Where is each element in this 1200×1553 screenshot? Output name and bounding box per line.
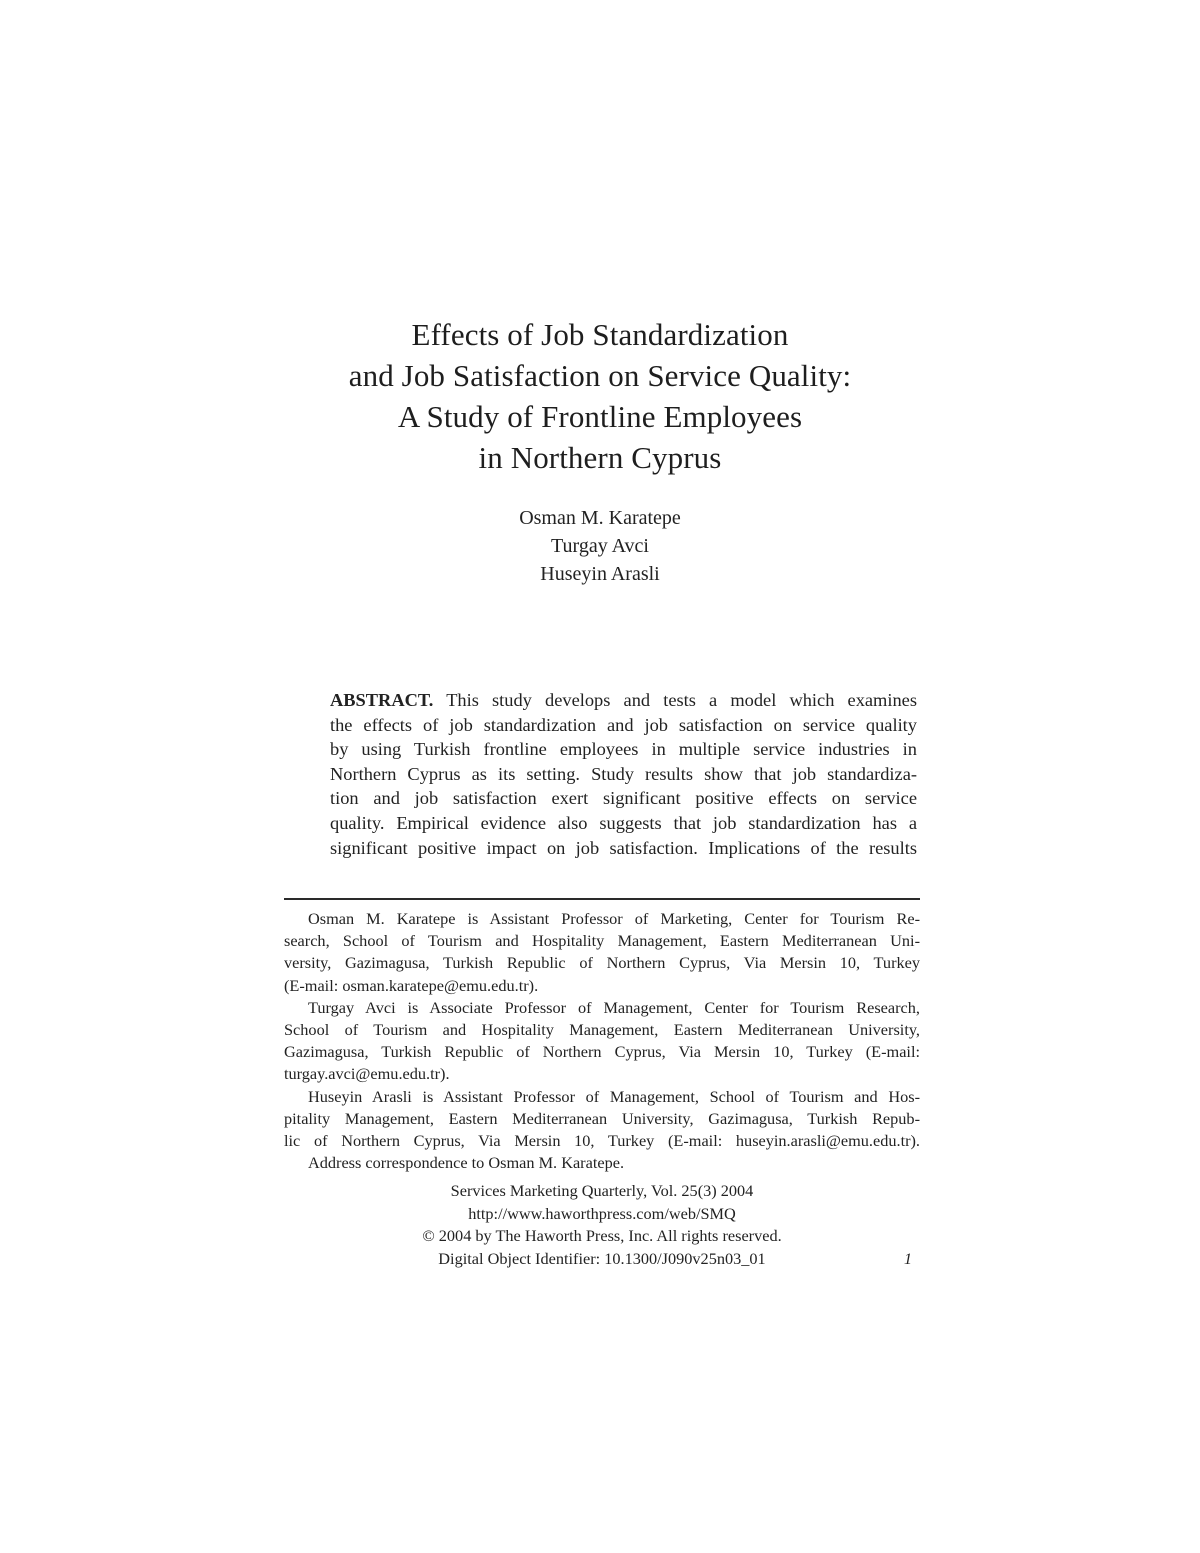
footnote-line: Huseyin Arasli is Assistant Professor of Management, School of Tourism and Hos- xyxy=(308,1086,920,1106)
abstract-line: tion and job satisfaction exert significant positive effects on service xyxy=(330,788,917,809)
author-list xyxy=(0,504,1200,588)
footnote-line: versity, Gazimagusa, Turkish Republic of Northern Cyprus, Via Mersin 10, Turkey xyxy=(284,953,920,973)
footnote-line: pitality Management, Eastern Mediterranean University, Gazimagusa, Turkish Repub- xyxy=(284,1108,920,1128)
abstract-line: Northern Cyprus as its setting. Study results show that job standardiza- xyxy=(330,763,917,784)
abstract-line: quality. Empirical evidence also suggests that job standardization has a xyxy=(330,812,917,833)
journal-url[interactable]: http://www.haworthpress.com/web/SMQ xyxy=(468,1203,736,1223)
footnote-line: Turgay Avci is Associate Professor of Management, Center for Tourism Research, xyxy=(308,997,920,1017)
abstract-text: This study develops and tests a model which examines xyxy=(433,690,917,710)
article-title xyxy=(0,314,1200,478)
footnote-line: Osman M. Karatepe is Assistant Professor of Marketing, Center for Tourism Re- xyxy=(308,909,920,928)
author-name: Turgay Avci xyxy=(551,535,649,557)
journal-citation: Services Marketing Quarterly, Vol. 25(3) 2004 xyxy=(450,1181,754,1200)
abstract-line: by using Turkish frontline employees in multiple service industries in xyxy=(330,739,917,760)
title-line: A Study of Frontline Employees xyxy=(397,399,803,434)
footnote-line: (E-mail: osman.karatepe@emu.edu.tr). xyxy=(284,975,539,995)
journal-info xyxy=(284,1180,920,1270)
footnote-line: turgay.avci@emu.edu.tr). xyxy=(284,1064,450,1084)
author-footnotes xyxy=(284,908,920,1174)
footnote-divider xyxy=(284,898,920,900)
footnote-line: School of Tourism and Hospitality Management, Eastern Mediterranean University, xyxy=(284,1020,920,1040)
copyright-notice: © 2004 by The Haworth Press, Inc. All rights reserved. xyxy=(422,1226,782,1245)
doi: Digital Object Identifier: 10.1300/J090v25n03_01 xyxy=(438,1248,766,1268)
correspondence-note: Address correspondence to Osman M. Karatepe. xyxy=(308,1153,625,1173)
abstract-label: ABSTRACT. xyxy=(330,690,434,710)
footnote-line: search, School of Tourism and Hospitality Management, Eastern Mediterranean Uni- xyxy=(284,931,920,951)
abstract-line: significant positive impact on job satisfaction. Implications of the results xyxy=(330,837,917,858)
footnote-line: Gazimagusa, Turkish Republic of Northern Cyprus, Via Mersin 10, Turkey (E-mail: xyxy=(284,1042,920,1062)
title-line: Effects of Job Standardization xyxy=(411,317,789,352)
footnote-line: lic of Northern Cyprus, Via Mersin 10, Turkey (E-mail: huseyin.arasli@emu.edu.tr). xyxy=(284,1131,920,1151)
title-line: and Job Satisfaction on Service Quality: xyxy=(348,358,852,393)
author-name: Huseyin Arasli xyxy=(540,563,660,585)
page-number: 1 xyxy=(903,1248,912,1268)
abstract-line xyxy=(330,688,917,713)
author-name: Osman M. Karatepe xyxy=(519,507,681,529)
abstract xyxy=(330,688,917,860)
abstract-line: the effects of job standardization and job satisfaction on service quality xyxy=(330,714,917,735)
title-line: in Northern Cyprus xyxy=(478,440,722,475)
doi-line xyxy=(284,1248,920,1271)
